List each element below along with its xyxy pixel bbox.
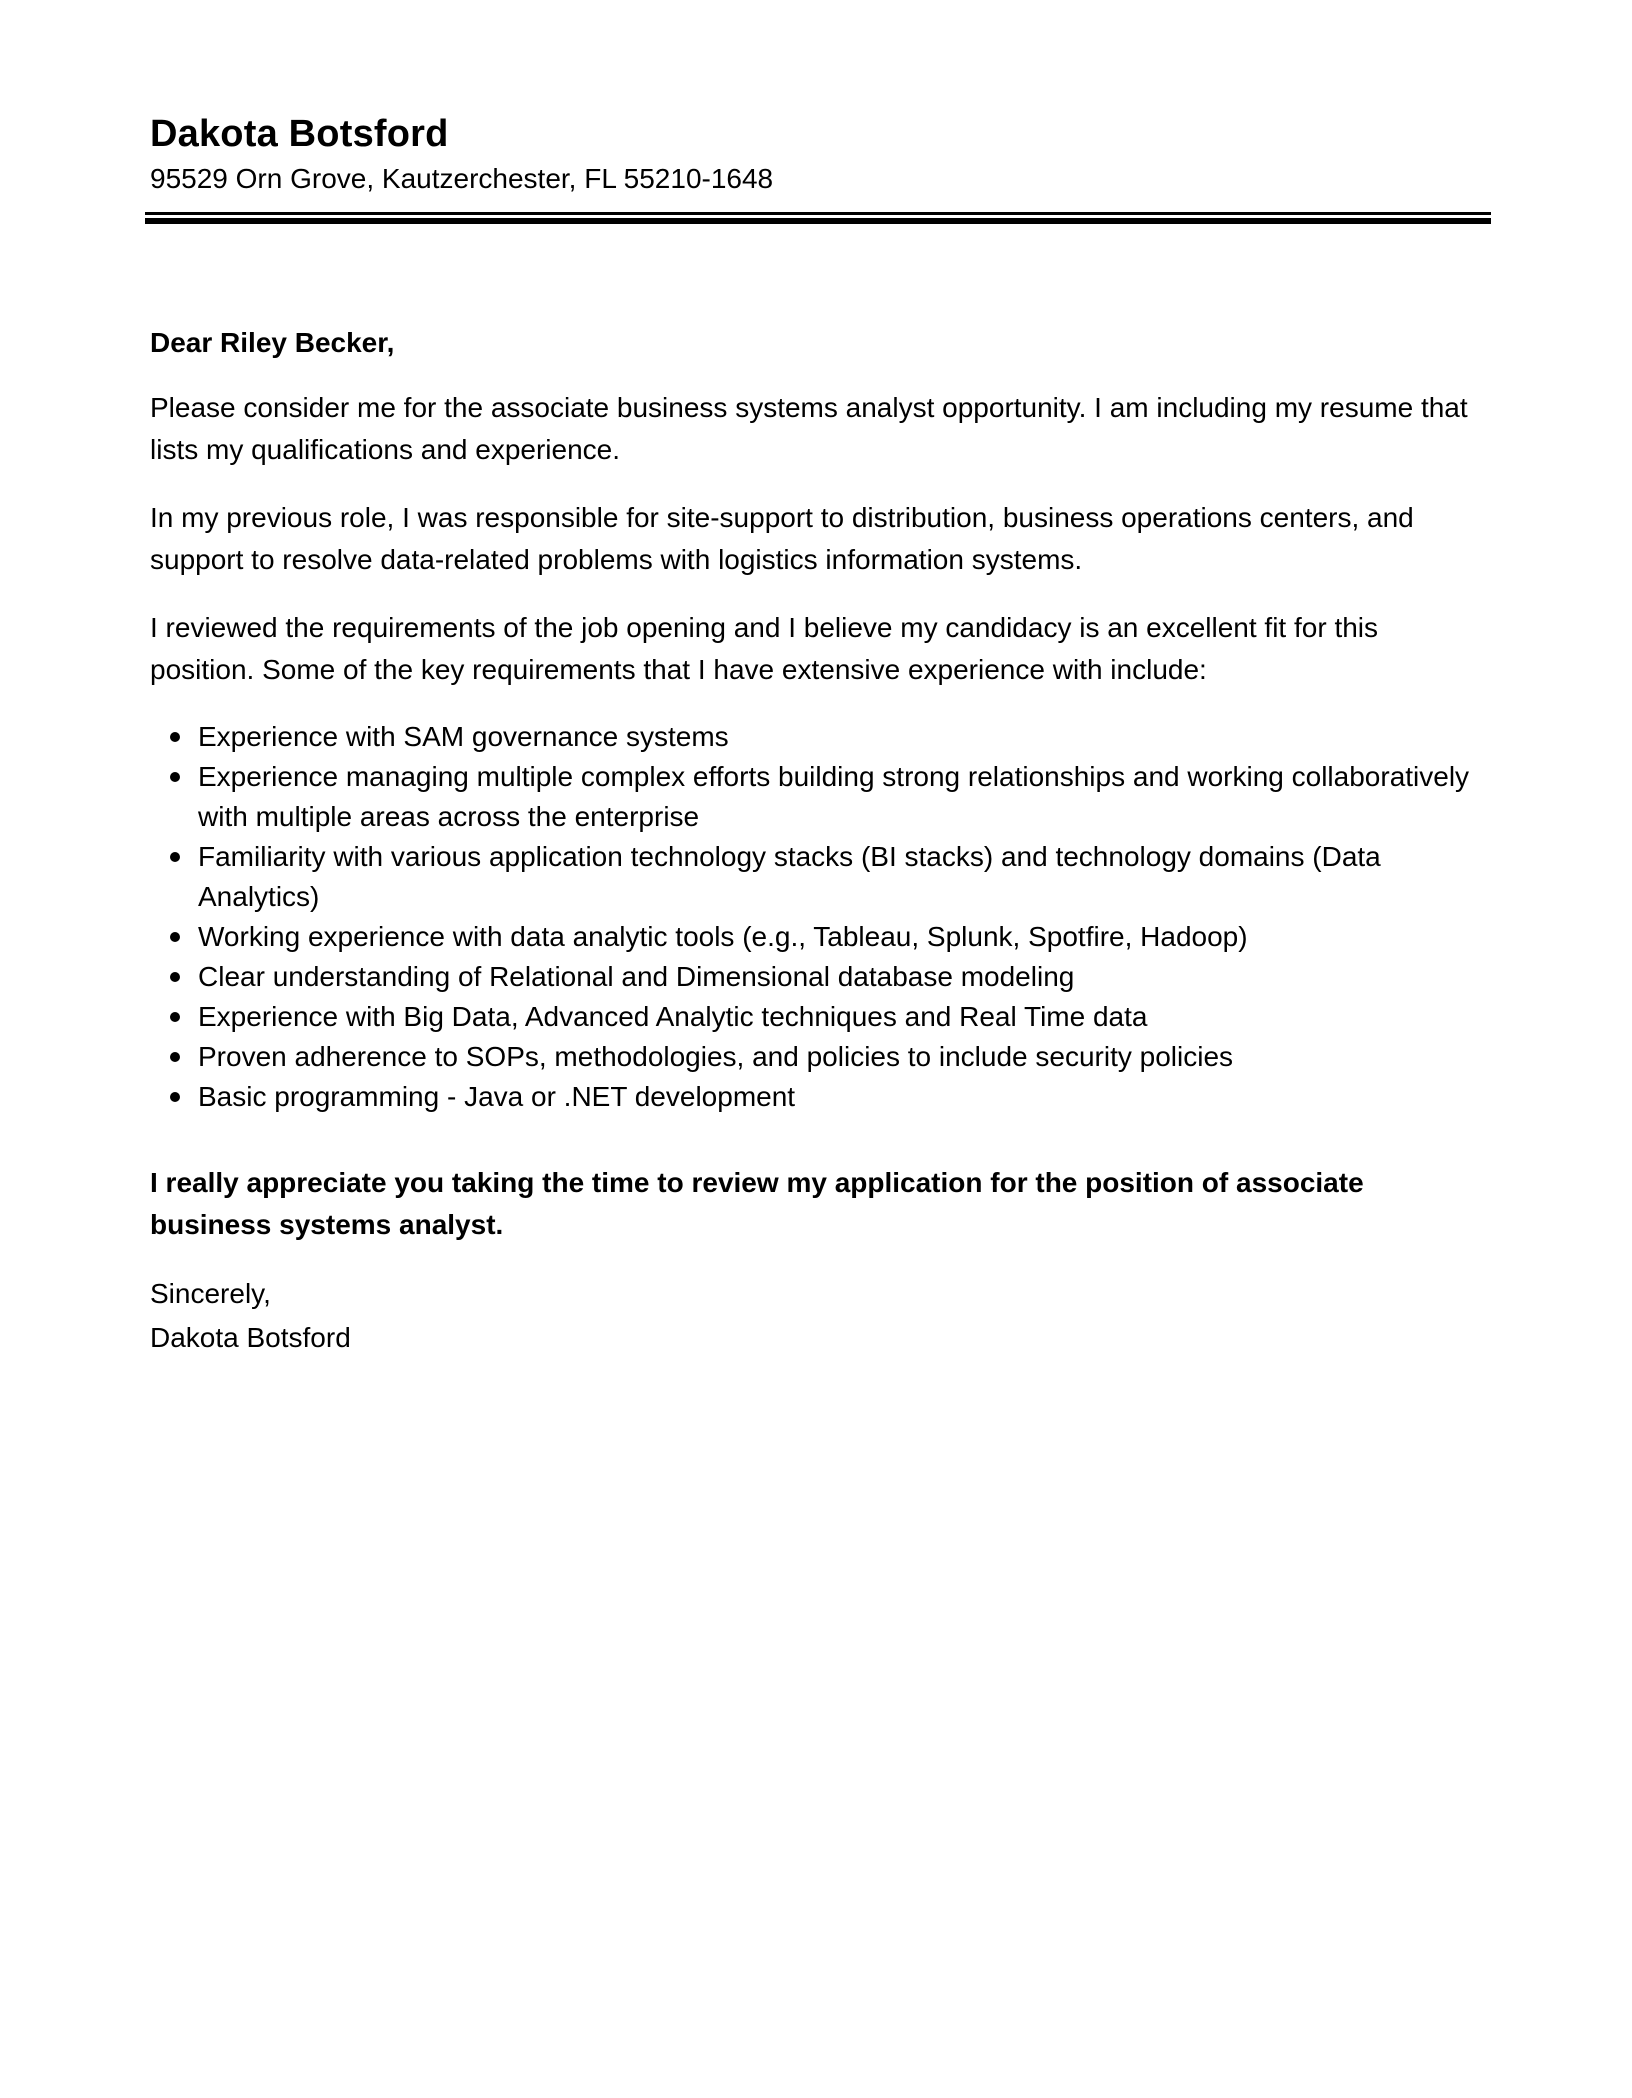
signature-name: Dakota Botsford <box>150 1322 351 1353</box>
list-item-text: Familiarity with various application technology stacks (BI stacks) and technology domains (Data Analytics) <box>198 841 1381 912</box>
list-item-text: Proven adherence to SOPs, methodologies, and policies to include security policies <box>198 1041 1234 1072</box>
list-item-text: Basic programming - Java or .NET development <box>198 1081 796 1112</box>
bullet-icon <box>170 932 180 942</box>
signoff-block <box>150 1272 351 1360</box>
list-item <box>150 837 1490 917</box>
bullet-icon <box>170 732 180 742</box>
bullet-icon <box>170 1012 180 1022</box>
sender-name: Dakota Botsford <box>150 113 449 155</box>
salutation: Dear Riley Becker, <box>150 327 395 358</box>
list-item-text: Working experience with data analytic tools (e.g., Tableau, Splunk, Spotfire, Hadoop) <box>198 921 1248 952</box>
list-item-text: Experience managing multiple complex efforts building strong relationships and working collaboratively with multiple areas across the enterprise <box>198 761 1470 832</box>
list-item-text: Experience with SAM governance systems <box>198 721 729 752</box>
bullet-icon <box>170 972 180 982</box>
requirements-list <box>150 717 1490 1117</box>
closing-statement: I really appreciate you taking the time to review my application for the position of associate business systems analyst. <box>150 1167 1364 1240</box>
header-divider-thick <box>145 218 1491 224</box>
bullet-icon <box>170 772 180 782</box>
list-item <box>150 917 1490 957</box>
signoff-text: Sincerely, <box>150 1278 271 1309</box>
sender-address: 95529 Orn Grove, Kautzerchester, FL 55210-1648 <box>150 163 774 194</box>
header-divider-thin <box>145 212 1491 215</box>
list-item <box>150 957 1490 997</box>
list-item-text: Clear understanding of Relational and Dimensional database modeling <box>198 961 1075 992</box>
list-item <box>150 997 1490 1037</box>
list-item <box>150 717 1490 757</box>
requirements-intro-paragraph: I reviewed the requirements of the job opening and I believe my candidacy is an excellent fit for this position. Some of the key requirements that I have extensive experience with include: <box>150 612 1379 685</box>
list-item <box>150 1037 1490 1077</box>
list-item <box>150 1077 1490 1117</box>
intro-paragraph: Please consider me for the associate business systems analyst opportunity. I am including my resume that lists my qualifications and experience. <box>150 392 1468 465</box>
previous-role-paragraph: In my previous role, I was responsible for site-support to distribution, business operations centers, and support to resolve data-related problems with logistics information systems. <box>150 502 1414 575</box>
list-item <box>150 757 1490 837</box>
list-item-text: Experience with Big Data, Advanced Analytic techniques and Real Time data <box>198 1001 1148 1032</box>
bullet-icon <box>170 1052 180 1062</box>
bullet-icon <box>170 1092 180 1102</box>
bullet-icon <box>170 852 180 862</box>
